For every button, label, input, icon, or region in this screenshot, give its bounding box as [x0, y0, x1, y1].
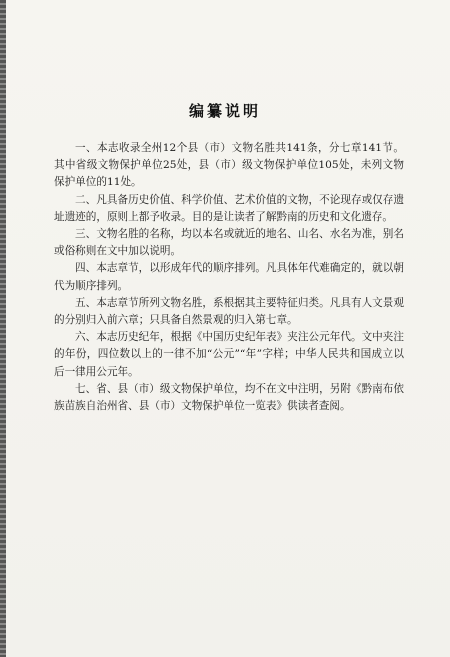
paragraph-6: 六、本志历史纪年，根据《中国历史纪年表》夹注公元年代。文中夹注的年份，四位数以上的一律不加“公元”“年”字样；中华人民共和国成立以后一律用公元年。 — [54, 331, 404, 378]
paragraph-2: 二、凡具备历史价值、科学价值、艺术价值的文物，不论现存或仅存遗址遗迹的，原则上都予收录。目的是让读者了解黔南的历史和文化遗存。 — [54, 193, 404, 223]
paragraph-5: 五、本志章节所列文物名胜，系根据其主要特征归类。凡具有人文景观的分别归入前六章；只具备自然景观的归入第七章。 — [54, 296, 404, 327]
document-body — [54, 140, 404, 415]
page-title: 编纂说明 — [188, 102, 261, 120]
scan-edge — [0, 0, 6, 657]
paragraph-1: 一、本志收录全州12个县（市）文物名胜共141条，分七章141节。其中省级文物保护单位25处，县（市）级文物保护单位105处，未列文物保护单位的11处。 — [54, 142, 404, 189]
paragraph-7: 七、省、县（市）级文物保护单位，均不在文中注明，另附《黔南布依族苗族自治州省、县（市）文物保护单位一览表》供读者查阅。 — [54, 382, 404, 413]
paragraph-4: 四、本志章节，以形成年代的顺序排列。凡具体年代难确定的，就以朝代为顺序排列。 — [54, 262, 404, 292]
paragraph-3: 三、文物名胜的名称，均以本名或就近的地名、山名、水名为准，别名或俗称则在文中加以说明。 — [54, 228, 404, 258]
